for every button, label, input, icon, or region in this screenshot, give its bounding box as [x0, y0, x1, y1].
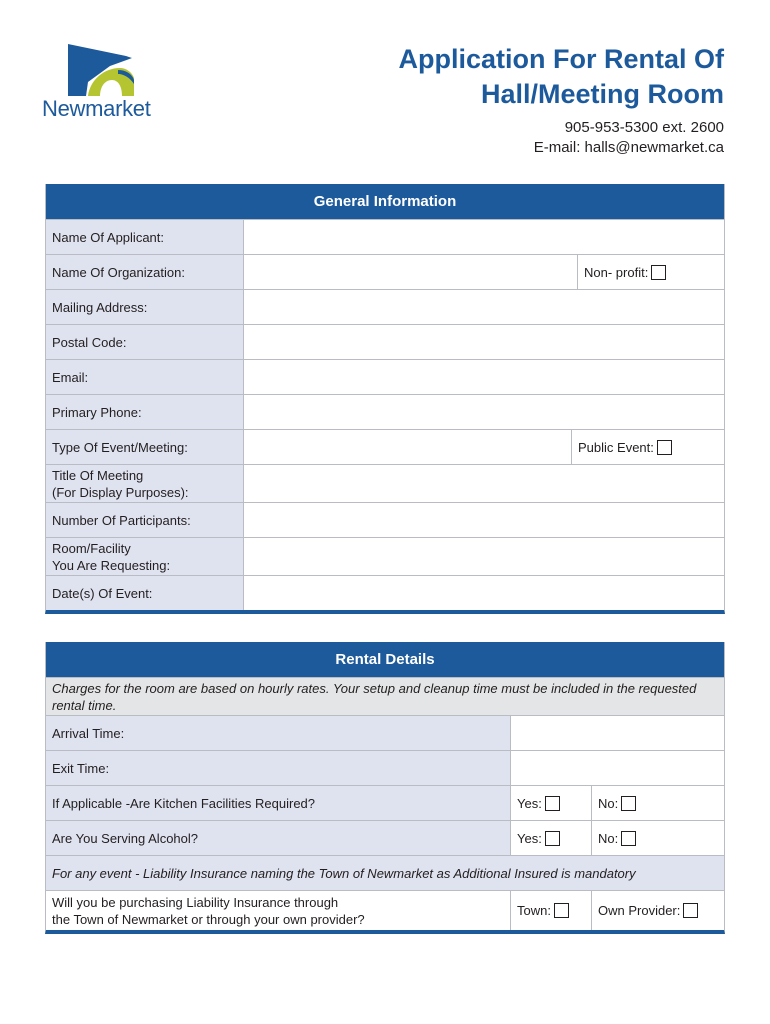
email-field[interactable]: [244, 360, 724, 394]
label-room-facility-line2: You Are Requesting:: [52, 557, 171, 573]
label-arrival-time: Arrival Time:: [46, 716, 511, 750]
label-serving-alcohol: Are You Serving Alcohol?: [46, 821, 511, 855]
insurance-own-provider-checkbox[interactable]: [683, 903, 698, 918]
insurance-town-option: [511, 891, 591, 930]
label-mailing-address: Mailing Address:: [46, 290, 244, 324]
title-of-meeting-field[interactable]: [244, 465, 724, 502]
room-facility-field[interactable]: [244, 538, 724, 575]
label-title-of-meeting-line1: Title Of Meeting: [52, 467, 144, 483]
label-primary-phone: Primary Phone:: [46, 395, 244, 429]
row-name-of-organization: [46, 254, 724, 289]
row-rental-note: [46, 677, 724, 715]
alcohol-no-option: [591, 821, 724, 855]
insurance-own-provider-option: [591, 891, 724, 930]
arrival-time-field[interactable]: [511, 716, 724, 750]
name-of-organization-field[interactable]: [244, 255, 724, 289]
newmarket-logo: [42, 44, 154, 122]
insurance-town-label: Town:: [517, 903, 551, 918]
label-name-of-organization: Name Of Organization:: [46, 255, 244, 289]
row-dates-of-event: [46, 575, 724, 610]
public-event-label: Public Event:: [578, 439, 654, 455]
page-title: [398, 42, 724, 112]
alcohol-yes-checkbox[interactable]: [545, 831, 560, 846]
rental-details-heading: Rental Details: [46, 642, 724, 677]
row-exit-time: [46, 750, 724, 785]
label-name-of-applicant: Name Of Applicant:: [46, 220, 244, 254]
row-postal-code: [46, 324, 724, 359]
label-dates-of-event: Date(s) Of Event:: [46, 576, 244, 610]
kitchen-no-label: No:: [598, 795, 619, 811]
hourly-rates-note: Charges for the room are based on hourly rates. Your setup and cleanup time must be included in the requested rental time.: [46, 678, 724, 715]
exit-time-field[interactable]: [511, 751, 724, 785]
row-insurance-note: [46, 855, 724, 890]
alcohol-yes-option: [511, 821, 591, 855]
alcohol-yes-label: Yes:: [517, 830, 542, 846]
label-kitchen-facilities: If Applicable -Are Kitchen Facilities Required?: [46, 786, 511, 820]
primary-phone-field[interactable]: [244, 395, 724, 429]
label-exit-time: Exit Time:: [46, 751, 511, 785]
row-kitchen-facilities: [46, 785, 724, 820]
contact-email: E-mail: halls@newmarket.ca: [533, 139, 724, 156]
label-title-of-meeting: [46, 465, 244, 502]
row-liability-insurance: [46, 890, 724, 930]
public-event-option: [571, 430, 724, 464]
label-title-of-meeting-line2: (For Display Purposes):: [52, 484, 189, 500]
contact-phone: 905-953-5300 ext. 2600: [564, 119, 724, 136]
label-email: Email:: [46, 360, 244, 394]
dates-of-event-field[interactable]: [244, 576, 724, 610]
non-profit-checkbox[interactable]: [651, 265, 666, 280]
postal-code-field[interactable]: [244, 325, 724, 359]
logo-wordmark: Newmarket: [42, 96, 151, 121]
insurance-town-checkbox[interactable]: [554, 903, 569, 918]
label-room-facility: [46, 538, 244, 575]
public-event-checkbox[interactable]: [657, 440, 672, 455]
kitchen-no-checkbox[interactable]: [621, 796, 636, 811]
row-mailing-address: [46, 289, 724, 324]
name-of-applicant-field[interactable]: [244, 220, 724, 254]
label-liability-insurance-line2: the Town of Newmarket or through your own provider?: [52, 911, 365, 927]
row-room-facility: [46, 537, 724, 575]
kitchen-yes-option: [511, 786, 591, 820]
row-email: [46, 359, 724, 394]
label-liability-insurance-line1: Will you be purchasing Liability Insurance through: [52, 894, 339, 910]
kitchen-yes-label: Yes:: [517, 795, 542, 811]
insurance-own-provider-label: Own Provider:: [598, 903, 681, 918]
newmarket-logo-icon: [66, 44, 136, 100]
row-title-of-meeting: [46, 464, 724, 502]
label-room-facility-line1: Room/Facility: [52, 540, 131, 556]
label-liability-insurance: [46, 891, 511, 930]
row-name-of-applicant: [46, 219, 724, 254]
row-number-of-participants: [46, 502, 724, 537]
label-type-of-event: Type Of Event/Meeting:: [46, 430, 244, 464]
alcohol-no-checkbox[interactable]: [621, 831, 636, 846]
non-profit-option: [577, 255, 724, 289]
number-of-participants-field[interactable]: [244, 503, 724, 537]
general-information-section: [45, 184, 725, 614]
label-number-of-participants: Number Of Participants:: [46, 503, 244, 537]
non-profit-label: Non- profit:: [584, 264, 649, 280]
mailing-address-field[interactable]: [244, 290, 724, 324]
row-arrival-time: [46, 715, 724, 750]
kitchen-no-option: [591, 786, 724, 820]
label-postal-code: Postal Code:: [46, 325, 244, 359]
alcohol-no-label: No:: [598, 830, 619, 846]
type-of-event-field[interactable]: [244, 430, 724, 464]
rental-details-section: [45, 642, 725, 934]
row-primary-phone: [46, 394, 724, 429]
title-line-2: Hall/Meeting Room: [480, 79, 724, 109]
general-information-heading: General Information: [46, 184, 724, 219]
kitchen-yes-checkbox[interactable]: [545, 796, 560, 811]
liability-insurance-note: For any event - Liability Insurance naming the Town of Newmarket as Additional Insured is mandatory: [46, 856, 724, 890]
title-line-1: Application For Rental Of: [398, 44, 724, 74]
row-type-of-event: [46, 429, 724, 464]
row-serving-alcohol: [46, 820, 724, 855]
contact-info: [534, 118, 724, 158]
